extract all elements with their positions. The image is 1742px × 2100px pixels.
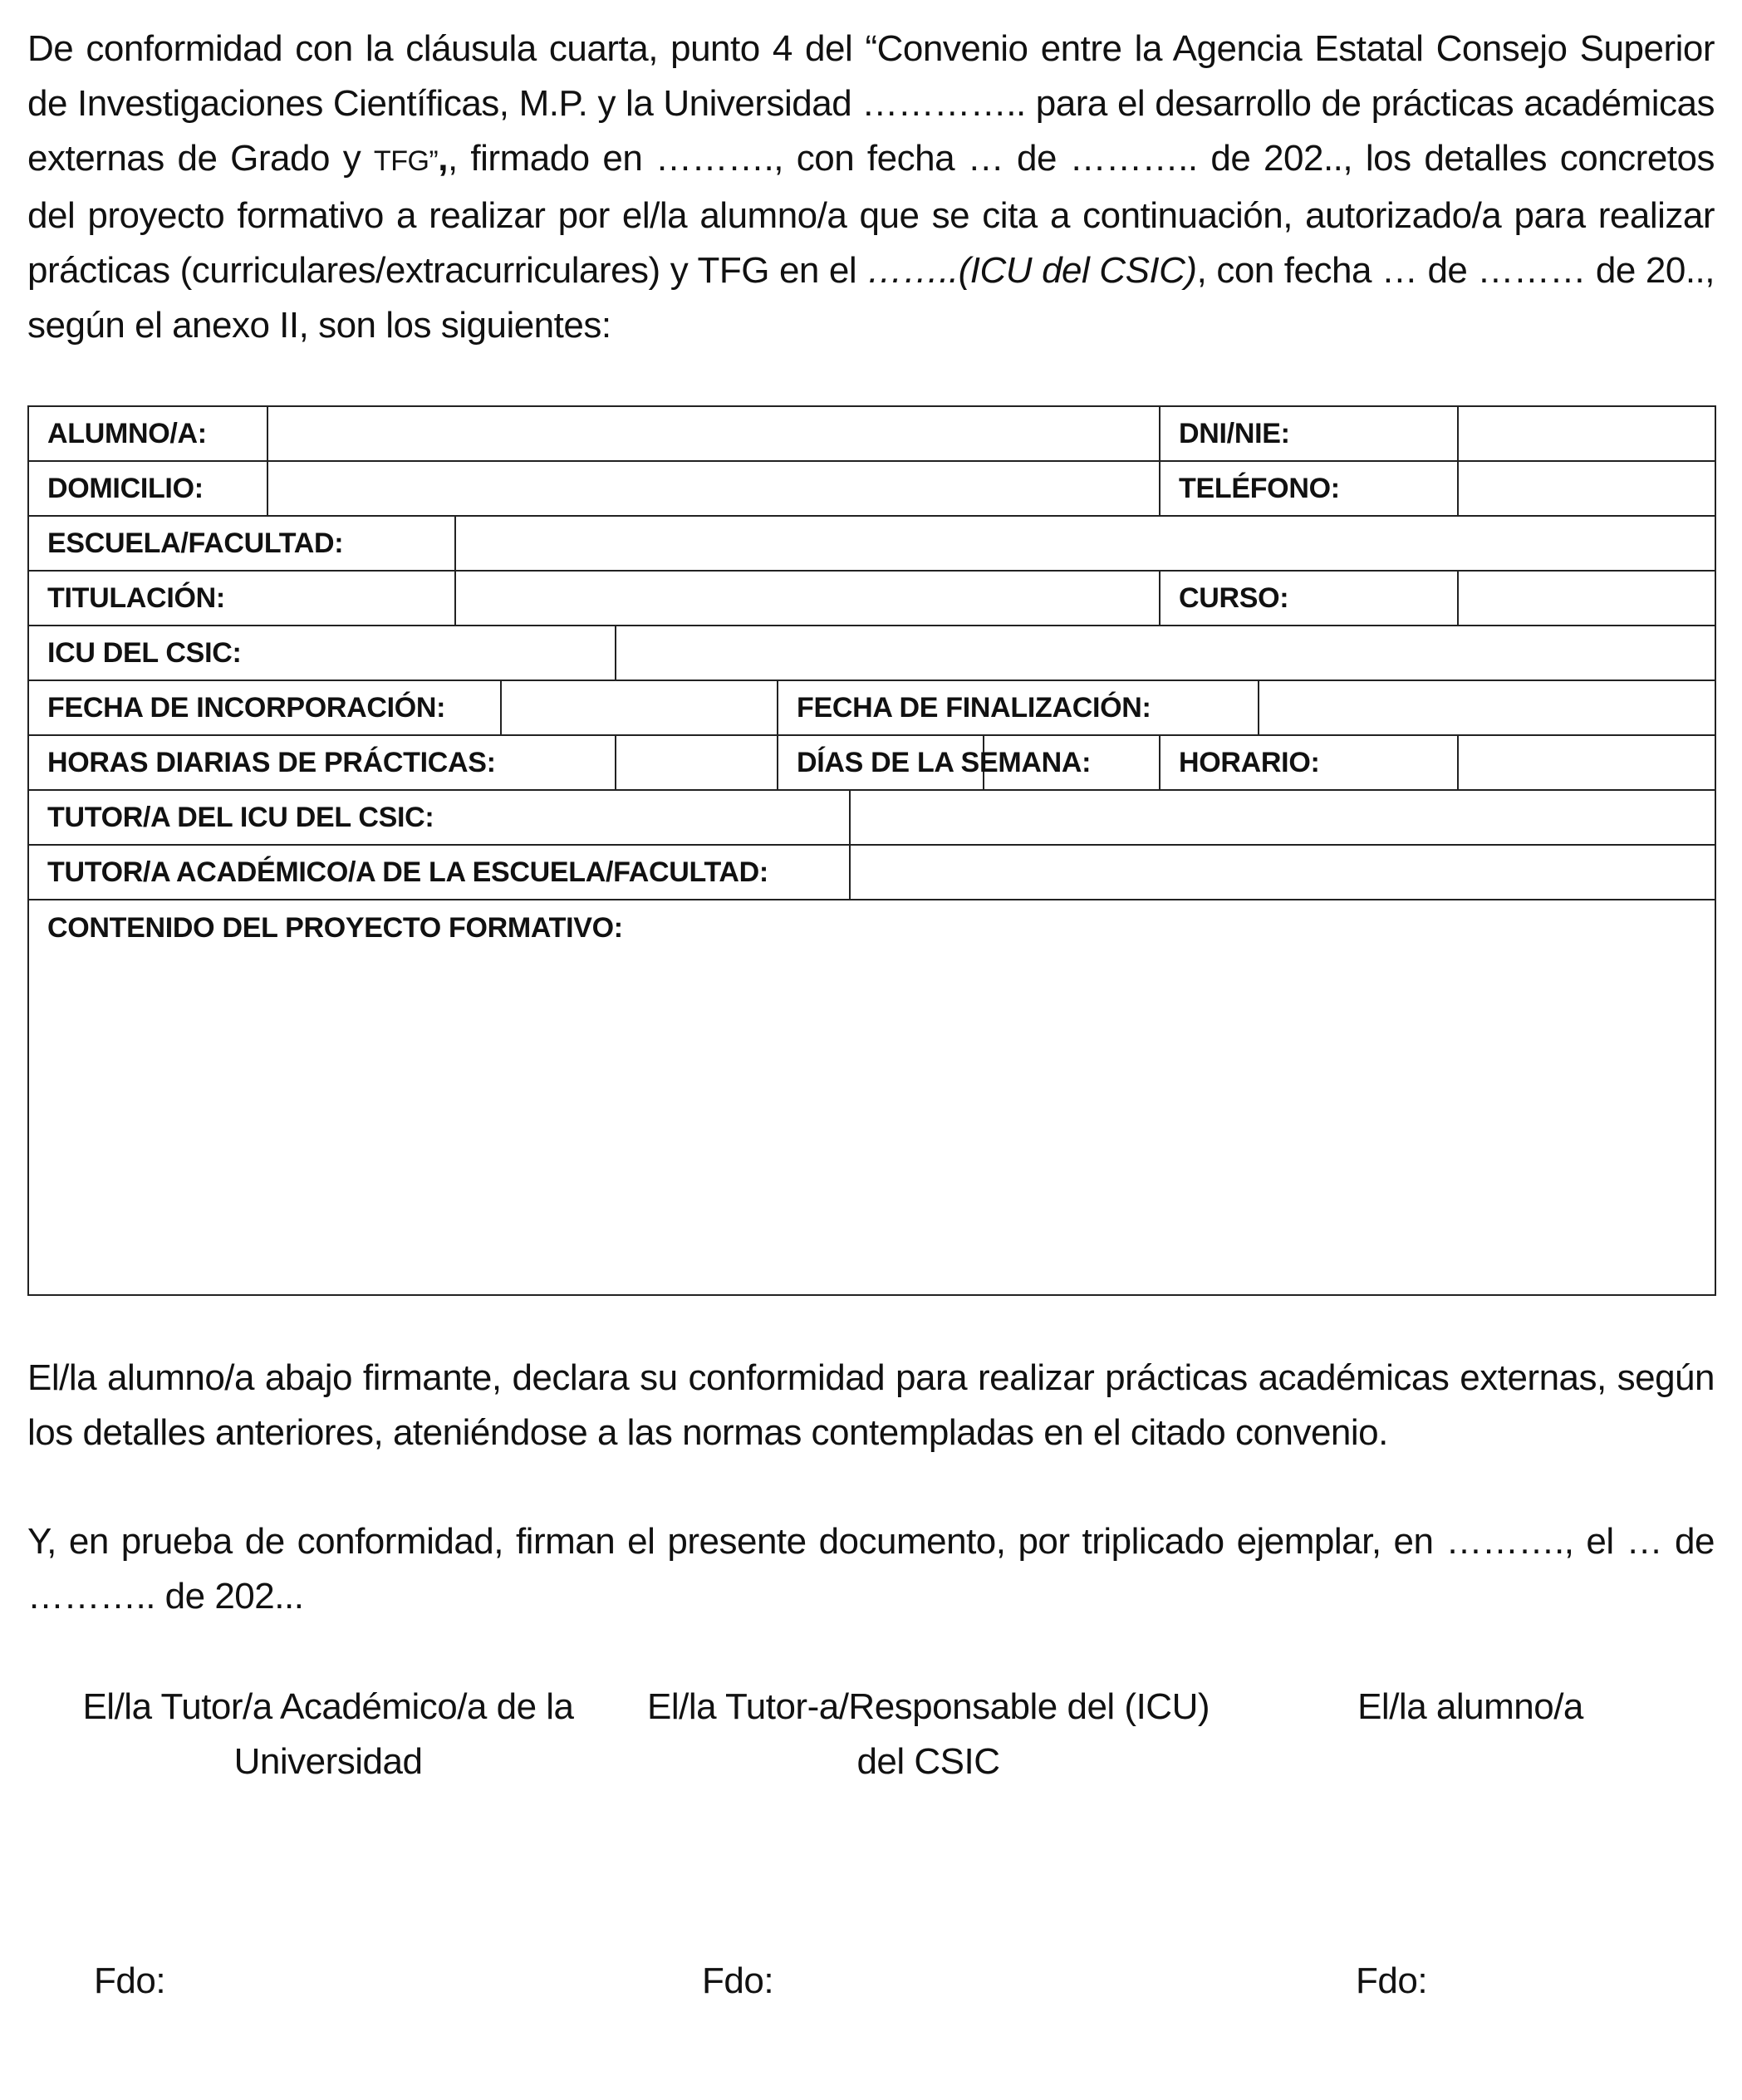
label-curso: CURSO: [1160, 571, 1458, 626]
signature-tutor-icu-line1: El/la Tutor-a/Responsable del (ICU) [646, 1686, 1210, 1727]
intro-paragraph [27, 22, 1715, 353]
declaration-block [27, 1351, 1715, 1460]
label-alumno: ALUMNO/A: [28, 406, 267, 461]
form-row-tutor-icu [28, 790, 1715, 845]
field-horas-diarias[interactable] [616, 735, 778, 790]
label-titulacion: TITULACIÓN: [28, 571, 455, 626]
form-row-horario [28, 735, 1715, 790]
intro-icu-italic: ……..(ICU del CSIC) [866, 250, 1197, 291]
form-row-tutor-academico [28, 845, 1715, 900]
form-row-domicilio [28, 461, 1715, 516]
field-curso[interactable] [1458, 571, 1715, 626]
project-form-table [27, 405, 1716, 1296]
intro-text-part3: , con fecha … de ……… de 20.., según el anexo II, son los siguientes: [27, 250, 1715, 346]
signature-alumno [1313, 1680, 1628, 1734]
signature-tutor-academico-line1: El/la Tutor/a Académico/a de la [82, 1686, 574, 1727]
field-titulacion[interactable] [455, 571, 1160, 626]
form-row-icu [28, 626, 1715, 680]
intro-block [27, 22, 1715, 353]
field-escuela[interactable] [455, 516, 1715, 571]
label-horario: HORARIO: [1160, 735, 1458, 790]
field-dni[interactable] [1458, 406, 1715, 461]
label-fecha-finalizacion: FECHA DE FINALIZACIÓN: [778, 680, 1259, 735]
intro-text-part2: , firmado en ………., con fecha … de ……….. de 202.., los detalles concretos del proyecto formativo a realizar por el/la alumno/a que se cita a continuación, autorizado/a para realizar prácticas (curriculares/extracurriculares) y TFG en el [27, 138, 1715, 291]
signature-tutor-academico [75, 1680, 581, 1789]
label-contenido: CONTENIDO DEL PROYECTO FORMATIVO: [47, 912, 623, 944]
fdo-tutor-academico: Fdo: [94, 1960, 166, 2001]
label-tutor-academico: TUTOR/A ACADÉMICO/A DE LA ESCUELA/FACULTAD: [28, 845, 850, 900]
label-tutor-icu: TUTOR/A DEL ICU DEL CSIC: [28, 790, 850, 845]
fdo-alumno: Fdo: [1356, 1960, 1428, 2001]
form-row-alumno [28, 406, 1715, 461]
proof-paragraph: Y, en prueba de conformidad, firman el presente documento, por triplicado ejemplar, en ………., el … de ……….. de 202... [27, 1521, 1715, 1617]
label-telefono: TELÉFONO: [1160, 461, 1458, 516]
field-alumno[interactable] [267, 406, 1160, 461]
form-row-fechas [28, 680, 1715, 735]
proof-block [27, 1514, 1715, 1624]
label-dni: DNI/NIE: [1160, 406, 1458, 461]
declaration-paragraph: El/la alumno/a abajo firmante, declara su conformidad para realizar prácticas académicas externas, según los detalles anteriores, ateniéndose a las normas contempladas en el citado convenio. [27, 1357, 1715, 1453]
field-horario[interactable] [1458, 735, 1715, 790]
field-fecha-finalizacion[interactable] [1259, 680, 1715, 735]
intro-tfg-small: TFG” [373, 145, 439, 177]
signature-tutor-icu-line2: del CSIC [856, 1741, 1000, 1782]
intro-text-part1: De conformidad con la cláusula cuarta, punto 4 del “Convenio entre la Agencia Estatal Consejo Superior de Investigaciones Científicas, M.P. y la Universidad ………….. para el desarrollo de prácticas académicas externas de Grado y [27, 28, 1715, 179]
fdo-tutor-icu: Fdo: [702, 1960, 774, 2001]
field-contenido-proyecto[interactable] [28, 900, 1715, 1295]
label-dias-semana: DÍAS DE LA SEMANA: [778, 735, 984, 790]
field-icu[interactable] [616, 626, 1715, 680]
field-domicilio[interactable] [267, 461, 1160, 516]
form-row-titulacion [28, 571, 1715, 626]
signature-tutor-icu [635, 1680, 1221, 1789]
label-escuela: ESCUELA/FACULTAD: [28, 516, 455, 571]
form-row-escuela [28, 516, 1715, 571]
label-icu: ICU DEL CSIC: [28, 626, 616, 680]
field-fecha-incorporacion[interactable] [501, 680, 778, 735]
field-telefono[interactable] [1458, 461, 1715, 516]
label-horas-diarias: HORAS DIARIAS DE PRÁCTICAS: [28, 735, 616, 790]
field-tutor-icu[interactable] [850, 790, 1715, 845]
label-domicilio: DOMICILIO: [28, 461, 267, 516]
field-tutor-academico[interactable] [850, 845, 1715, 900]
intro-comma: , [438, 138, 448, 179]
signature-tutor-academico-line2: Universidad [233, 1741, 423, 1782]
label-fecha-incorporacion: FECHA DE INCORPORACIÓN: [28, 680, 501, 735]
signature-alumno-line1: El/la alumno/a [1357, 1686, 1583, 1727]
form-row-contenido [28, 900, 1715, 1295]
